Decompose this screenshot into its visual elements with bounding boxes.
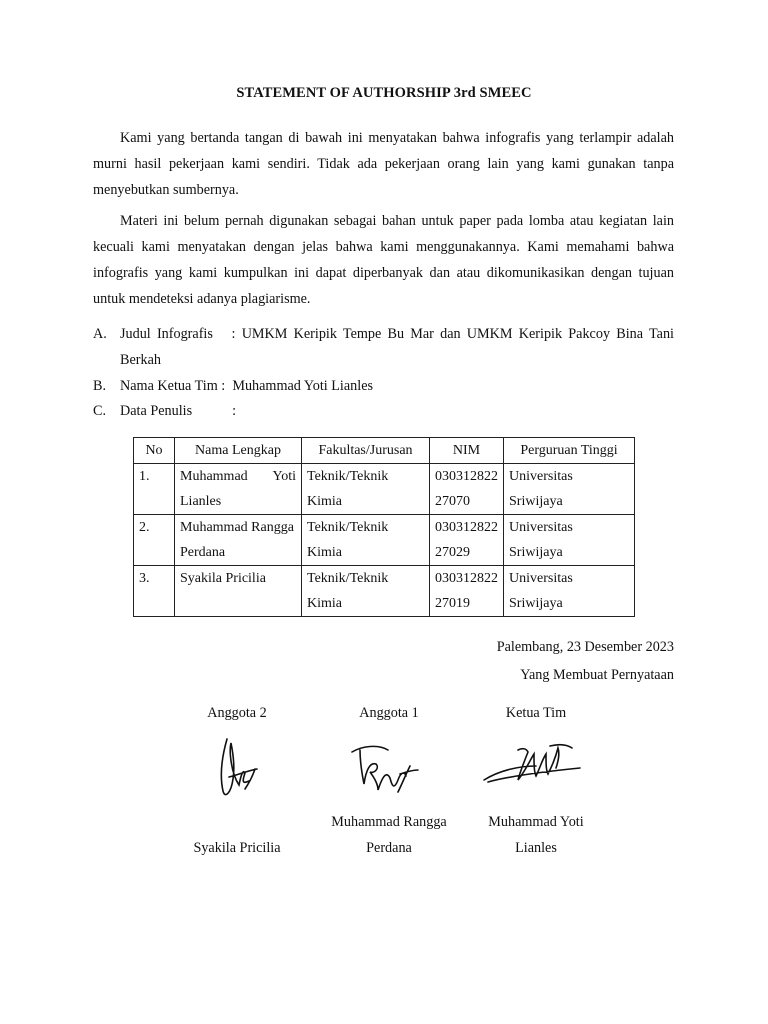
signatory-name-anggota-1: Muhammad Rangga Perdana bbox=[331, 814, 447, 856]
authors-table bbox=[133, 437, 635, 617]
signatory-name-anggota-2: Syakila Pricilia bbox=[193, 840, 281, 856]
cell-nim: 03031282227019 bbox=[430, 566, 504, 617]
page-title: STATEMENT OF AUTHORSHIP 3rd SMEEC bbox=[236, 85, 532, 101]
cell-name: Syakila Pricilia bbox=[175, 566, 302, 617]
col-header-nama: Nama Lengkap bbox=[175, 438, 302, 464]
cell-no: 2. bbox=[134, 515, 175, 566]
table-row bbox=[134, 515, 635, 566]
table-row bbox=[134, 464, 635, 515]
cell-nim: 03031282227070 bbox=[430, 464, 504, 515]
place-date: Palembang, 23 Desember 2023 bbox=[496, 639, 674, 655]
signature-anggota-1 bbox=[348, 740, 423, 800]
cell-university: Universitas Sriwijaya bbox=[504, 464, 635, 515]
statement-paragraph-1: Kami yang bertanda tangan di bawah ini menyatakan bahwa infografis yang terlampir adalah murni hasil pekerjaan kami sendiri. Tidak ada pekerjaan orang lain yang kami gunakan tanpa menyebutkan sumbernya. bbox=[93, 130, 674, 198]
col-header-perguruan: Perguruan Tinggi bbox=[504, 438, 635, 464]
table-row bbox=[134, 566, 635, 617]
cell-no: 3. bbox=[134, 566, 175, 617]
cell-name: Muhammad Yoti Lianles bbox=[175, 464, 302, 515]
cell-university: Universitas Sriwijaya bbox=[504, 566, 635, 617]
signature-anggota-2 bbox=[205, 733, 265, 803]
cell-nim: 03031282227029 bbox=[430, 515, 504, 566]
signature-ketua-tim bbox=[480, 740, 590, 790]
cell-faculty: Teknik/Teknik Kimia bbox=[302, 515, 430, 566]
statement-paragraph-2: Materi ini belum pernah digunakan sebagai bahan untuk paper pada lomba atau kegiatan lain kecuali kami menyatakan dengan jelas bahwa kami menggunakannya. Kami memahami bahwa infografis yang kami kumpulkan ini dapat diperbanyak dan atau dikomunikasikan dengan tujuan untuk mendeteksi adanya plagiarisme. bbox=[93, 213, 674, 307]
col-header-fakultas: Fakultas/Jurusan bbox=[302, 438, 430, 464]
cell-faculty: Teknik/Teknik Kimia bbox=[302, 566, 430, 617]
cell-name: Muhammad Rangga Perdana bbox=[175, 515, 302, 566]
statement-maker: Yang Membuat Pernyataan bbox=[520, 667, 674, 683]
col-header-no: No bbox=[134, 438, 175, 464]
signatory-name-ketua-tim: Muhammad Yoti Lianles bbox=[488, 814, 584, 856]
cell-faculty: Teknik/Teknik Kimia bbox=[302, 464, 430, 515]
signatory-role-anggota-2: Anggota 2 bbox=[207, 705, 267, 721]
signatory-role-ketua-tim: Ketua Tim bbox=[505, 705, 567, 721]
table-header-row bbox=[134, 438, 635, 464]
col-header-nim: NIM bbox=[430, 438, 504, 464]
cell-university: Universitas Sriwijaya bbox=[504, 515, 635, 566]
signatory-role-anggota-1: Anggota 1 bbox=[359, 705, 419, 721]
cell-no: 1. bbox=[134, 464, 175, 515]
